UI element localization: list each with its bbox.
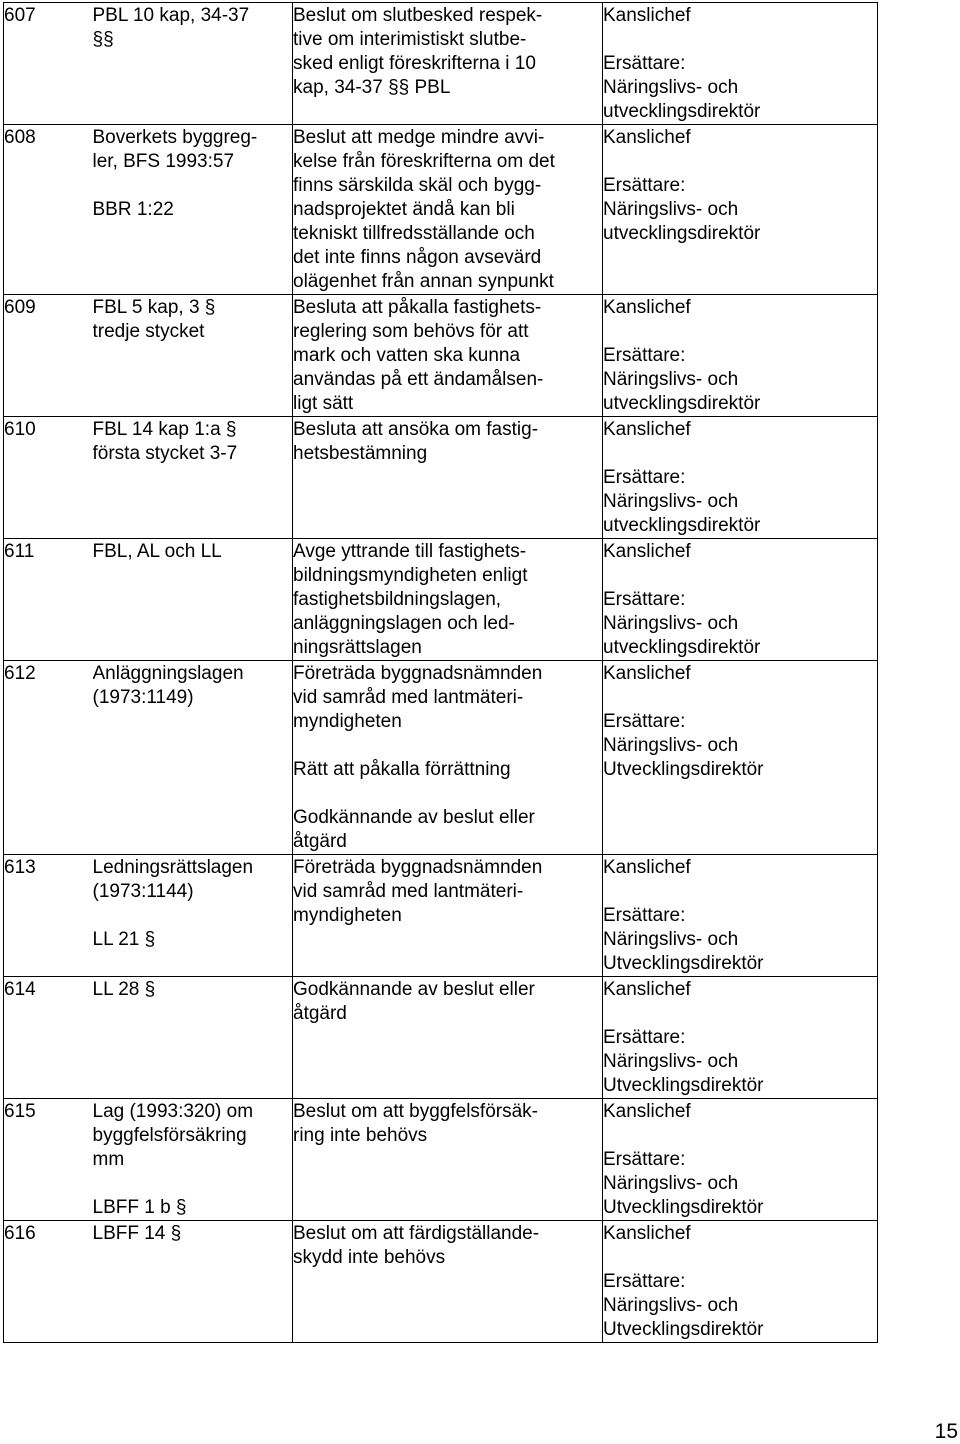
row-number: 611 xyxy=(4,539,93,661)
row-number: 614 xyxy=(4,977,93,1099)
row-reference: FBL 14 kap 1:a § första stycket 3-7 xyxy=(93,417,293,539)
table-row xyxy=(4,855,878,977)
table-row xyxy=(4,125,878,295)
row-delegate: Kanslichef Ersättare: Näringslivs- och utvecklingsdirektör xyxy=(603,295,878,417)
row-delegate: Kanslichef Ersättare: Näringslivs- och Utvecklingsdirektör xyxy=(603,661,878,855)
table-row xyxy=(4,1099,878,1221)
row-delegate: Kanslichef Ersättare: Näringslivs- och Utvecklingsdirektör xyxy=(603,1221,878,1343)
row-delegate: Kanslichef Ersättare: Näringslivs- och Utvecklingsdirektör xyxy=(603,977,878,1099)
table-row xyxy=(4,417,878,539)
row-action: Företräda byggnadsnämnden vid samråd med lantmäteri- myndigheten Rätt att påkalla förrättning Godkännande av beslut eller åtgärd xyxy=(293,661,603,855)
row-delegate: Kanslichef Ersättare: Näringslivs- och utvecklingsdirektör xyxy=(603,125,878,295)
table-row xyxy=(4,977,878,1099)
row-action: Godkännande av beslut eller åtgärd xyxy=(293,977,603,1099)
delegation-table xyxy=(3,2,878,1343)
page-number: 15 xyxy=(934,1420,958,1443)
row-number: 612 xyxy=(4,661,93,855)
row-number: 613 xyxy=(4,855,93,977)
row-action: Beslut att medge mindre avvi- kelse från föreskrifterna om det finns särskilda skäl och bygg- nadsprojektet ändå kan bli tekniskt tillfredsställande och det inte finns någon avsevärd olägenhet från annan synpunkt xyxy=(293,125,603,295)
table-row xyxy=(4,295,878,417)
row-delegate: Kanslichef Ersättare: Näringslivs- och Utvecklingsdirektör xyxy=(603,855,878,977)
row-reference: FBL, AL och LL xyxy=(93,539,293,661)
table-row xyxy=(4,3,878,125)
row-delegate: Kanslichef Ersättare: Näringslivs- och utvecklingsdirektör xyxy=(603,3,878,125)
row-number: 608 xyxy=(4,125,93,295)
row-reference: PBL 10 kap, 34-37 §§ xyxy=(93,3,293,125)
row-number: 609 xyxy=(4,295,93,417)
table-row xyxy=(4,539,878,661)
table-row xyxy=(4,1221,878,1343)
row-reference: Boverkets byggreg- ler, BFS 1993:57 BBR 1:22 xyxy=(93,125,293,295)
row-reference: LBFF 14 § xyxy=(93,1221,293,1343)
row-reference: FBL 5 kap, 3 § tredje stycket xyxy=(93,295,293,417)
row-reference: Anläggningslagen (1973:1149) xyxy=(93,661,293,855)
row-action: Beslut om slutbesked respek- tive om interimistiskt slutbe- sked enligt föreskrifterna i 10 kap, 34-37 §§ PBL xyxy=(293,3,603,125)
row-number: 616 xyxy=(4,1221,93,1343)
row-delegate: Kanslichef Ersättare: Näringslivs- och utvecklingsdirektör xyxy=(603,539,878,661)
row-action: Besluta att ansöka om fastig- hetsbestämning xyxy=(293,417,603,539)
row-number: 615 xyxy=(4,1099,93,1221)
row-reference: Ledningsrättslagen (1973:1144) LL 21 § xyxy=(93,855,293,977)
row-number: 610 xyxy=(4,417,93,539)
row-delegate: Kanslichef Ersättare: Näringslivs- och utvecklingsdirektör xyxy=(603,417,878,539)
row-number: 607 xyxy=(4,3,93,125)
row-reference: LL 28 § xyxy=(93,977,293,1099)
row-action: Företräda byggnadsnämnden vid samråd med lantmäteri- myndigheten xyxy=(293,855,603,977)
row-action: Besluta att påkalla fastighets- reglering som behövs för att mark och vatten ska kunna användas på ett ändamålsen- ligt sätt xyxy=(293,295,603,417)
row-reference: Lag (1993:320) om byggfelsförsäkring mm LBFF 1 b § xyxy=(93,1099,293,1221)
row-action: Beslut om att färdigställande- skydd inte behövs xyxy=(293,1221,603,1343)
row-action: Avge yttrande till fastighets- bildningsmyndigheten enligt fastighetsbildningslagen, anläggningslagen och led- ningsrättslagen xyxy=(293,539,603,661)
row-action: Beslut om att byggfelsförsäk- ring inte behövs xyxy=(293,1099,603,1221)
row-delegate: Kanslichef Ersättare: Näringslivs- och Utvecklingsdirektör xyxy=(603,1099,878,1221)
table-row xyxy=(4,661,878,855)
